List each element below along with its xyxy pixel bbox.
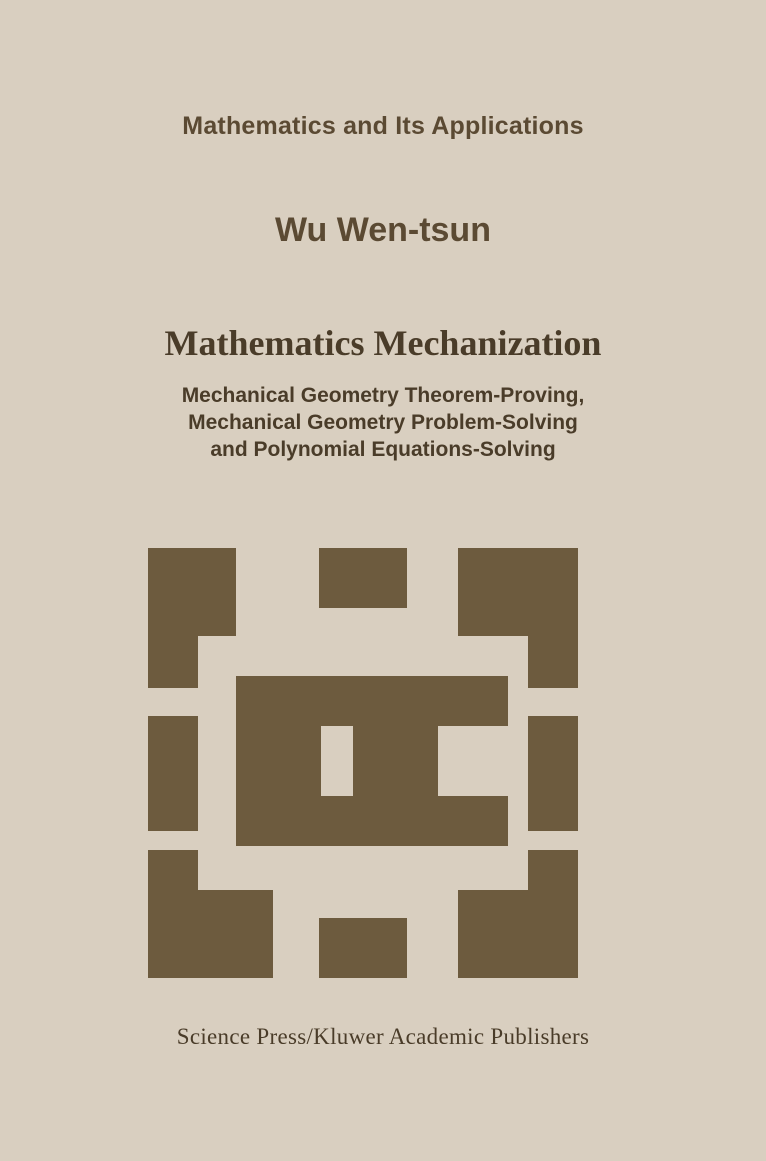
author-name: Wu Wen-tsun [275,211,491,249]
subtitle-line-1: Mechanical Geometry Theorem-Proving, [181,384,585,407]
artwork-block [388,676,508,726]
artwork-svg [148,548,578,978]
artwork-block [319,548,407,608]
subtitle-line-2: Mechanical Geometry Problem-Solving [188,411,578,434]
artwork-block [148,890,273,978]
geometric-block-pattern-artwork [148,548,578,978]
artwork-block [388,796,508,846]
artwork-block [148,548,198,688]
series-title: Mathematics and Its Applications [182,112,584,140]
artwork-block [528,716,578,831]
subtitle-line-3: and Polynomial Equations-Solving [210,438,556,461]
artwork-block [319,918,407,978]
artwork-block [236,796,371,846]
artwork-block [148,716,198,831]
artwork-block [458,890,578,978]
book-subtitle [0,382,766,463]
book-title: Mathematics Mechanization [164,323,602,363]
artwork-block [236,676,371,726]
publisher-name: Science Press/Kluwer Academic Publishers [176,1024,590,1049]
artwork-block [528,548,578,688]
